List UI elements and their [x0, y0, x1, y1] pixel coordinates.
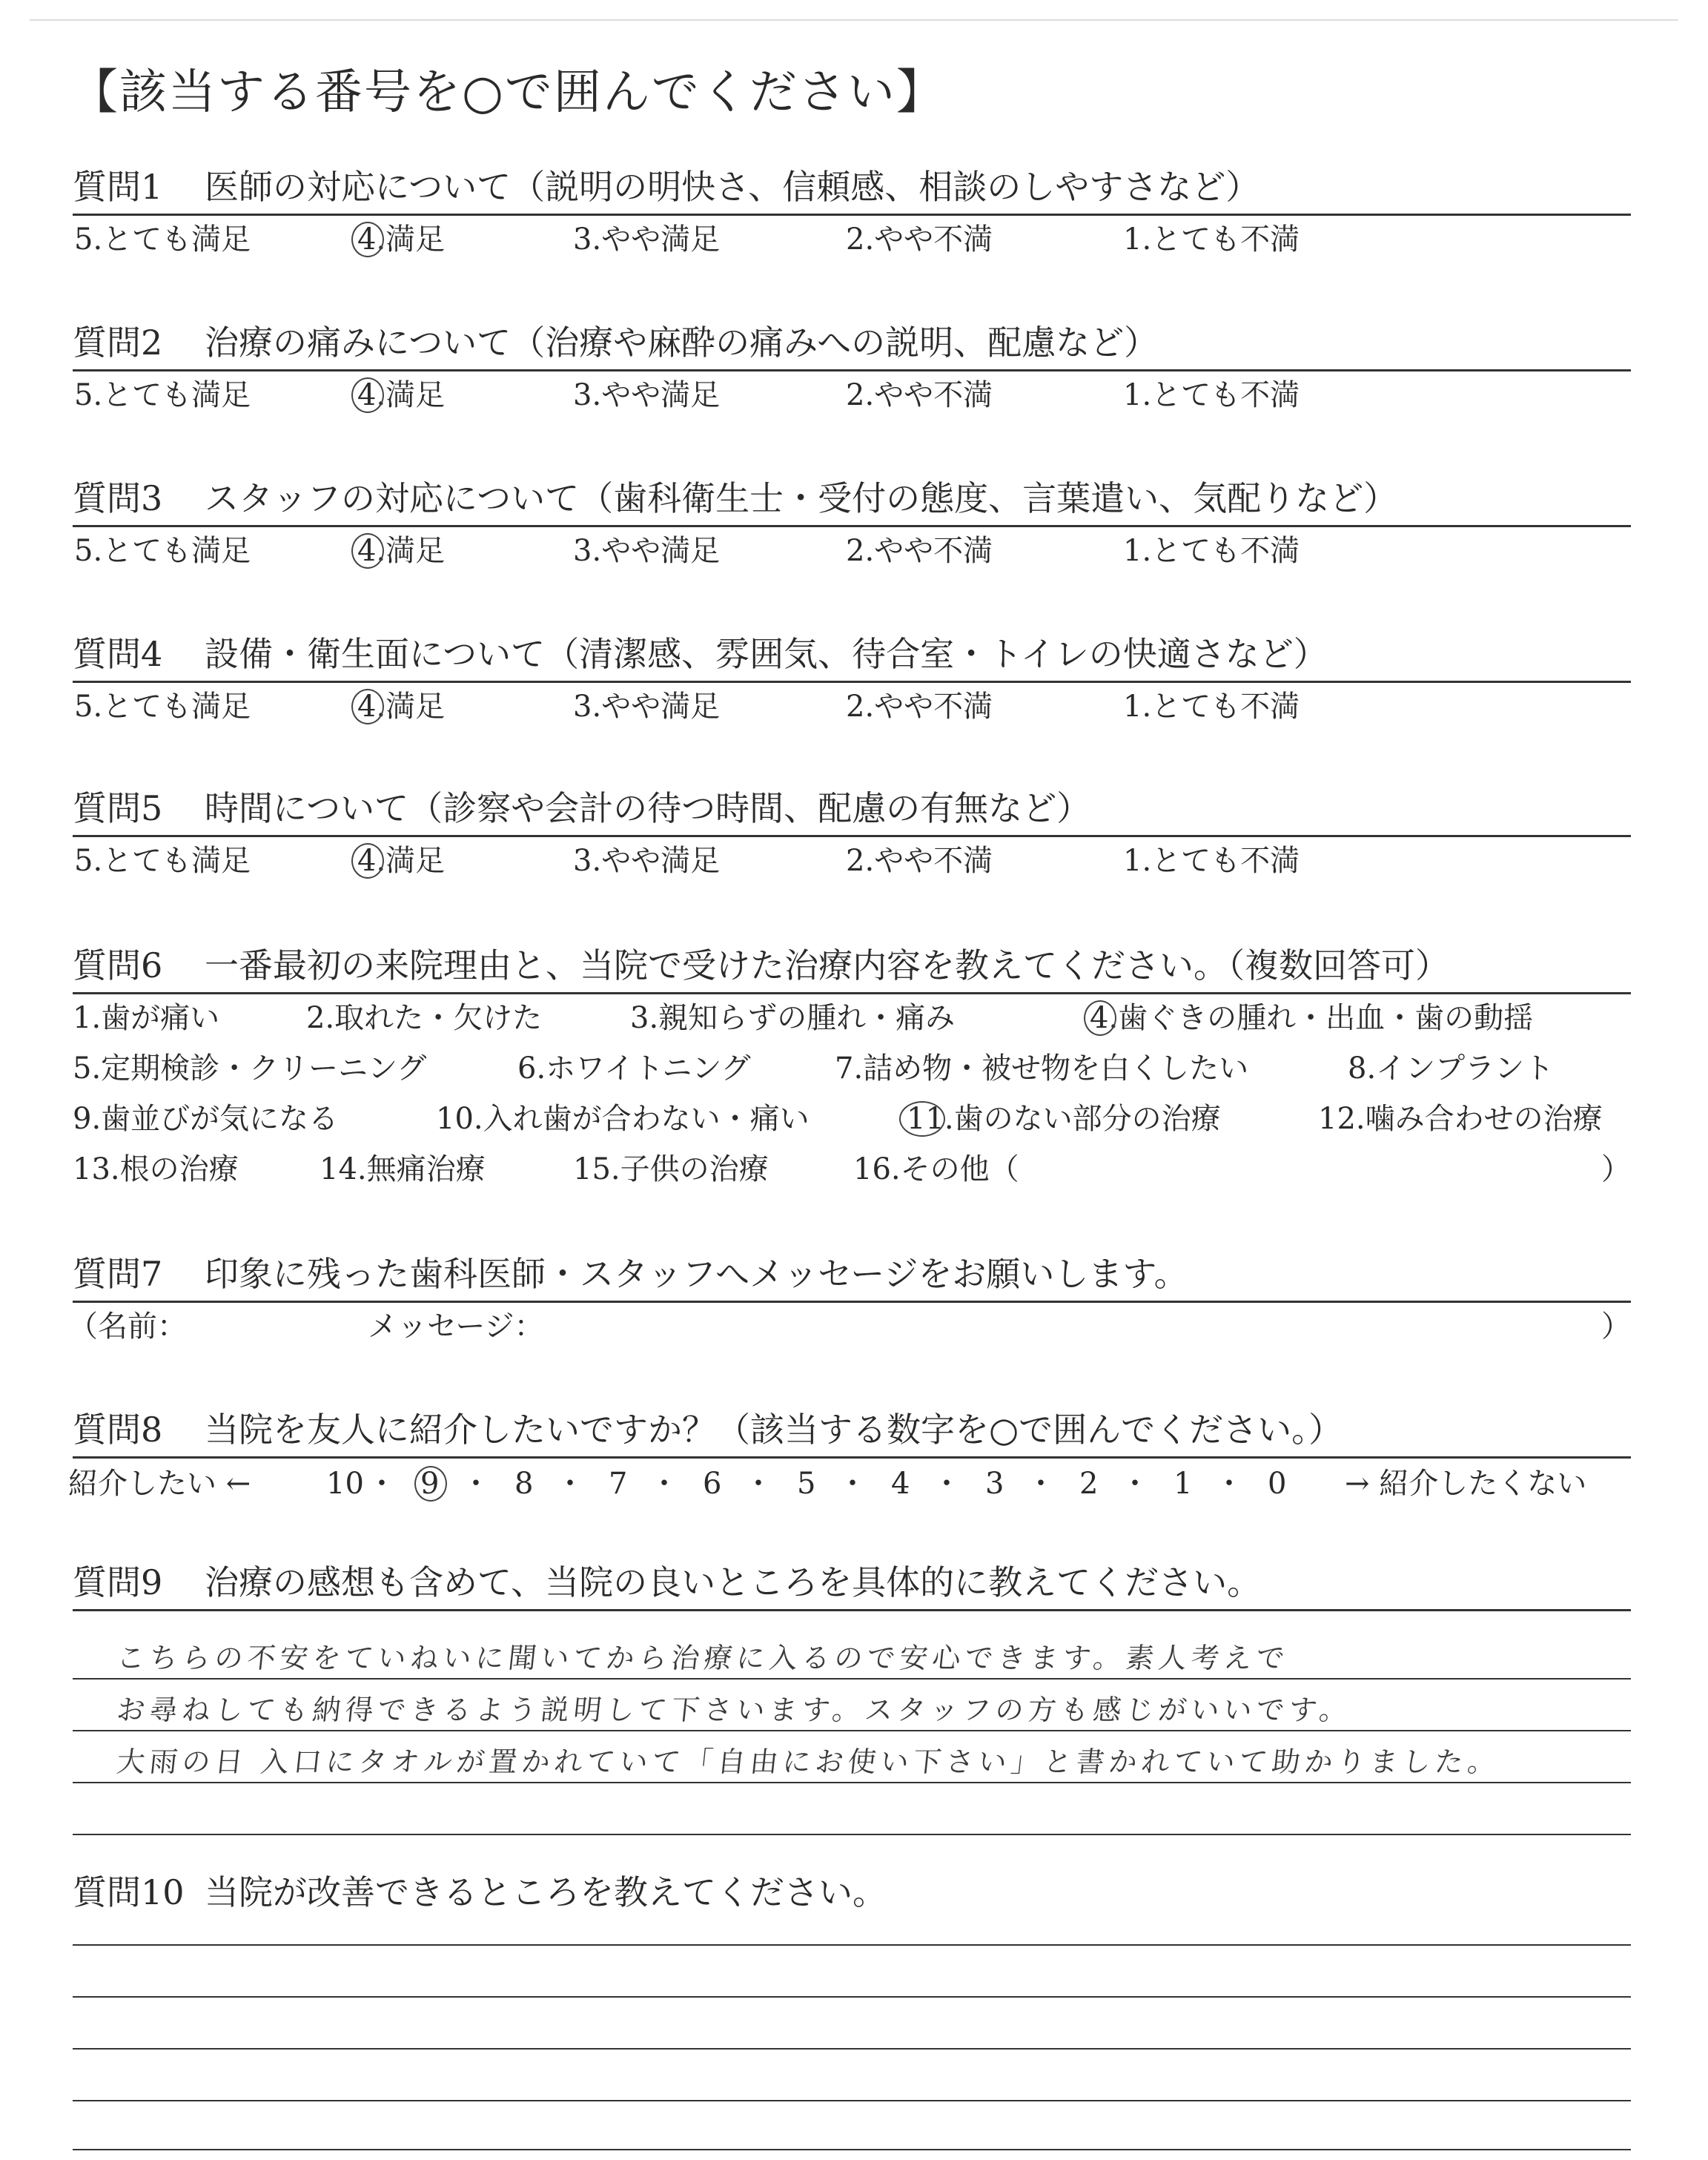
question-9 [73, 1560, 1631, 1893]
scale-value-9-selected[interactable]: 9 [420, 1462, 439, 1506]
scale-value-3[interactable]: 3 [985, 1467, 1004, 1501]
question-header [73, 632, 1631, 683]
question-header [73, 476, 1631, 527]
option-4-selected[interactable]: 4.満足 [357, 684, 445, 729]
page-top-rule [30, 19, 1678, 21]
scale-value-4[interactable]: 4 [891, 1467, 910, 1501]
question-text: 当院が改善できるところを教えてください。 [205, 1872, 887, 1912]
answer-area [73, 1919, 1631, 2156]
rating-options [73, 527, 1631, 575]
rating-options [73, 371, 1631, 419]
handwritten-answer-line: こちらの不安をていねいに聞いてから治療に入るので安心できます。素人考えで [115, 1642, 1291, 1674]
option-5[interactable]: 5.とても満足 [74, 690, 251, 724]
question-text: 当院を友人に紹介したいですか？（該当する数字を○で囲んでください。） [205, 1410, 1343, 1450]
question-1 [73, 165, 1631, 263]
option-4-selected[interactable]: 4.満足 [357, 217, 445, 262]
rating-options [73, 683, 1631, 730]
option-2[interactable]: 2.やや不満 [846, 690, 993, 724]
option-5[interactable]: 5.とても満足 [74, 378, 251, 412]
scale-value-10[interactable]: 10 [326, 1467, 364, 1501]
option-missing-teeth-selected[interactable]: 11.歯のない部分の治療 [907, 1097, 1221, 1141]
writing-line [73, 1944, 1631, 1946]
question-header [73, 1407, 1631, 1459]
question-number: 質問2 [73, 323, 163, 363]
option-painless[interactable]: 14.無痛治療 [320, 1152, 486, 1186]
option-broken-chipped[interactable]: 2.取れた・欠けた [306, 1001, 543, 1035]
scale-separator: ・ [555, 1467, 585, 1501]
question-7 [68, 1252, 1631, 1350]
question-text: 設備・衛生面について（清潔感、雰囲気、待合室・トイレの快適さなど） [205, 634, 1328, 674]
option-gum-swelling-selected[interactable]: 4.歯ぐきの腫れ・出血・歯の動揺 [1090, 996, 1533, 1040]
scale-right-label: → 紹介したくない [1345, 1467, 1587, 1501]
question-number: 質問3 [73, 478, 163, 518]
option-5[interactable]: 5.とても満足 [74, 222, 251, 257]
option-child[interactable]: 15.子供の治療 [573, 1152, 769, 1186]
scale-value-5[interactable]: 5 [797, 1467, 816, 1501]
question-text: 治療の感想も含めて、当院の良いところを具体的に教えてください。 [205, 1562, 1262, 1602]
option-implant[interactable]: 8.インプラント [1348, 1051, 1555, 1086]
question-text: 治療の痛みについて（治療や麻酔の痛みへの説明、配慮など） [205, 323, 1159, 363]
page-title: 【該当する番号を○で囲んでください】 [70, 65, 945, 120]
rating-options [73, 837, 1631, 885]
scale-separator: ・ [1214, 1467, 1244, 1501]
option-dentures[interactable]: 10.入れ歯が合わない・痛い [436, 1102, 810, 1136]
question-5 [73, 786, 1631, 885]
option-2[interactable]: 2.やや不満 [846, 222, 993, 257]
scale-separator: ・ [1026, 1467, 1056, 1501]
question-number: 質問8 [73, 1410, 163, 1450]
question-3 [73, 476, 1631, 575]
name-label: （名前： [68, 1309, 187, 1344]
option-3[interactable]: 3.やや満足 [573, 690, 721, 724]
writing-line [73, 1678, 1631, 1680]
writing-line [73, 1996, 1631, 1998]
option-2[interactable]: 2.やや不満 [846, 844, 993, 878]
option-1[interactable]: 1.とても不満 [1123, 222, 1300, 257]
question-number: 質問7 [73, 1254, 163, 1294]
question-4 [73, 632, 1631, 730]
option-3[interactable]: 3.やや満足 [573, 222, 721, 257]
scale-value-7[interactable]: 7 [609, 1467, 628, 1501]
question-header [73, 1870, 1631, 1919]
writing-line [73, 2149, 1631, 2150]
option-whitening[interactable]: 6.ホワイトニング [517, 1051, 751, 1086]
question-header [73, 943, 1631, 994]
question-text: 一番最初の来院理由と、当院で受けた治療内容を教えてください。（複数回答可） [205, 945, 1449, 985]
question-header [73, 1252, 1631, 1303]
answer-area [73, 1611, 1631, 1893]
option-checkup-cleaning[interactable]: 5.定期検診・クリーニング [73, 1051, 427, 1086]
rating-options [73, 216, 1631, 263]
option-1[interactable]: 1.とても不満 [1123, 844, 1300, 878]
option-other[interactable]: 16.その他（ [853, 1152, 1019, 1186]
question-6 [73, 943, 1631, 1209]
referral-scale [68, 1459, 1631, 1510]
option-4-selected[interactable]: 4.満足 [357, 373, 445, 417]
option-bite[interactable]: 12.噛み合わせの治療 [1318, 1102, 1603, 1136]
option-3[interactable]: 3.やや満足 [573, 534, 721, 568]
options-row [73, 1045, 1631, 1095]
scale-separator: ・ [649, 1467, 679, 1501]
handwritten-answer-line: 大雨の日 入口にタオルが置かれていて「自由にお使い下さい」と書かれていて助かりました。 [115, 1745, 1503, 1778]
message-label: メッセージ： [368, 1309, 544, 1344]
question-number: 質問1 [73, 167, 163, 207]
question-header [73, 786, 1631, 837]
option-3[interactable]: 3.やや満足 [573, 378, 721, 412]
option-1[interactable]: 1.とても不満 [1123, 690, 1300, 724]
option-tooth-pain[interactable]: 1.歯が痛い [73, 1001, 220, 1035]
options-row [73, 1146, 1631, 1196]
option-4-selected[interactable]: 4.満足 [357, 529, 445, 573]
question-2 [73, 320, 1631, 419]
scale-value-0[interactable]: 0 [1268, 1467, 1287, 1501]
option-root-canal[interactable]: 13.根の治療 [73, 1152, 239, 1186]
question-header [73, 320, 1631, 371]
scale-separator: ・ [367, 1467, 397, 1501]
message-line [68, 1303, 1631, 1350]
option-2[interactable]: 2.やや不満 [846, 534, 993, 568]
option-4-selected[interactable]: 4.満足 [357, 839, 445, 883]
scale-separator: ・ [744, 1467, 773, 1501]
question-text: 医師の対応について（説明の明快さ、信頼感、相談のしやすさなど） [205, 167, 1260, 207]
writing-line [73, 2048, 1631, 2050]
scale-separator: ・ [461, 1467, 491, 1501]
options-row [73, 994, 1631, 1045]
question-text: スタッフの対応について（歯科衛生士・受付の態度、言葉遣い、気配りなど） [205, 478, 1398, 518]
message-close-paren: ） [1601, 1309, 1631, 1344]
question-10 [73, 1870, 1631, 2156]
question-number: 質問5 [73, 788, 163, 828]
option-3[interactable]: 3.やや満足 [573, 844, 721, 878]
option-alignment[interactable]: 9.歯並びが気になる [73, 1102, 339, 1136]
question-header [73, 1560, 1631, 1611]
question-number: 質問9 [73, 1562, 163, 1602]
option-2[interactable]: 2.やや不満 [846, 378, 993, 412]
writing-line [73, 1834, 1631, 1835]
scale-separator: ・ [1120, 1467, 1150, 1501]
question-8 [68, 1407, 1631, 1510]
question-header [73, 165, 1631, 216]
scale-value-2[interactable]: 2 [1079, 1467, 1099, 1501]
question-number: 質問10 [73, 1872, 185, 1912]
writing-line [73, 1782, 1631, 1783]
question-number: 質問6 [73, 945, 163, 985]
handwritten-answer-line: お尋ねしても納得できるよう説明して下さいます。スタッフの方も感じがいいです。 [115, 1694, 1354, 1726]
question-text: 時間について（診察や会計の待つ時間、配慮の有無など） [205, 788, 1091, 828]
option-5[interactable]: 5.とても満足 [74, 844, 251, 878]
writing-line [73, 1730, 1631, 1731]
question-text: 印象に残った歯科医師・スタッフへメッセージをお願いします。 [205, 1254, 1188, 1294]
other-close-paren: ） [1601, 1152, 1631, 1186]
options-row [73, 1095, 1631, 1146]
option-5[interactable]: 5.とても満足 [74, 534, 251, 568]
option-1[interactable]: 1.とても不満 [1123, 534, 1300, 568]
scale-separator: ・ [932, 1467, 961, 1501]
reason-options [73, 994, 1631, 1209]
option-wisdom-tooth[interactable]: 3.親知らずの腫れ・痛み [630, 1001, 956, 1035]
option-1[interactable]: 1.とても不満 [1123, 378, 1300, 412]
writing-line [73, 2100, 1631, 2101]
scale-value-6[interactable]: 6 [703, 1467, 722, 1501]
question-number: 質問4 [73, 634, 163, 674]
scale-left-label: 紹介したい ← [68, 1467, 251, 1501]
option-white-fillings[interactable]: 7.詰め物・被せ物を白くしたい [835, 1051, 1249, 1086]
scale-value-8[interactable]: 8 [514, 1467, 534, 1501]
scale-separator: ・ [838, 1467, 867, 1501]
scale-value-1[interactable]: 1 [1174, 1467, 1193, 1501]
